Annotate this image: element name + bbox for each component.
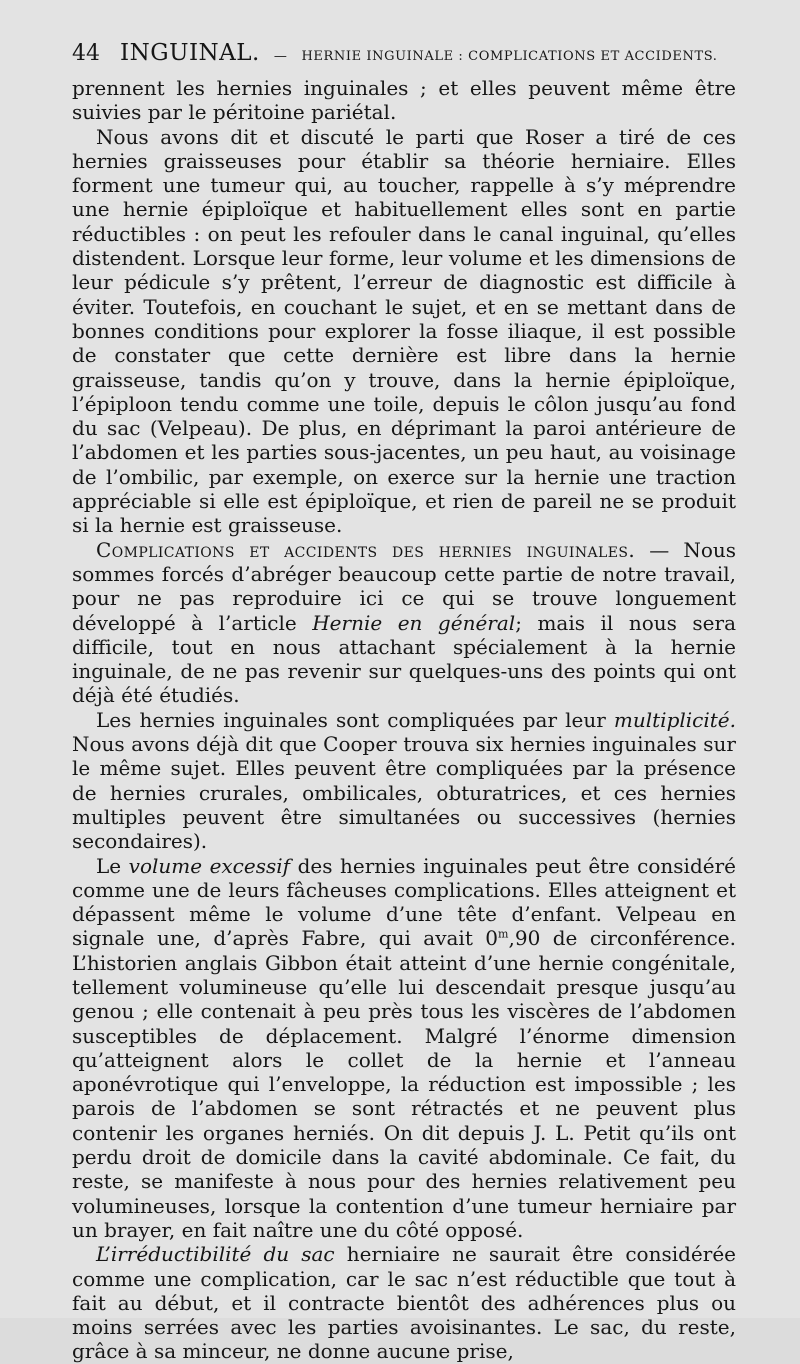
- paragraph-6-italic: L’irréductibilité du sac: [96, 1242, 335, 1267]
- header-dash: —: [273, 49, 288, 64]
- paragraph-5: [72, 854, 736, 1243]
- paragraph-3-text-a: Nous sommes forcés d’abréger beaucoup cette partie de notre travail, pour ne pas reproduire ici ce qui se trouve longuement développé à l’article: [72, 537, 736, 635]
- paragraph-6-text-b: herniaire ne saurait être considérée comme une complication, car le sac n’est réductible que tout à fait au début, et il contracte bientôt des adhérences plus ou moins serrées avec les parties avoisinantes. Le sac, du reste, grâce à sa minceur, ne donne aucune prise,: [72, 1242, 736, 1364]
- paragraph-1: [72, 76, 736, 125]
- paragraph-4-text-b: Nous avons déjà dit que Cooper trouva six hernies inguinales sur le même sujet. Elles peuvent être compliquées par la présence de hernies crurales, ombilicales, obturatrices, et ces hernies multiples peuvent être simultanées ou successives (hernies secondaires).: [72, 732, 736, 854]
- paragraph-2: [72, 125, 736, 538]
- paragraph-5-text-c: ,90 de circonférence. L’historien anglais Gibbon était atteint d’une hernie congénitale, tellement volumineuse qu’elle lui descendait presque jusqu’au genou ; elle contenait à peu près tous les viscères de l’abdomen susceptibles de déplacement. Malgré l’énorme dimension qu’atteignent alors le collet de la hernie et l’anneau aponévrotique qui l’enveloppe, la réduction est impossible ; les parois de l’abdomen se sont rétractés et ne peuvent plus contenir les organes herniés. On dit depuis J. L. Petit qu’ils ont perdu droit de domicile dans la cavité abdominale. Ce fait, du reste, se manifeste à nous pour des hernies relativement peu volumineuses, lorsque la contention d’une tumeur herniaire par un brayer, en fait naître une du côté opposé.: [72, 926, 737, 1242]
- running-header: [72, 40, 736, 74]
- paragraph-1-text: prennent les hernies inguinales ; et elles peuvent même être suivies par le péritoine pariétal.: [72, 76, 736, 125]
- paragraph-5-superscript: m: [498, 927, 509, 941]
- paragraph-3: [72, 538, 736, 708]
- paragraph-5-italic: volume excessif: [128, 853, 291, 878]
- section-heading-complications: Complications et accidents des hernies inguinales.: [96, 537, 636, 562]
- paragraph-5-text-a: Le: [96, 853, 129, 878]
- paragraph-6: [72, 1242, 736, 1363]
- paragraph-5-text-b: des hernies inguinales peut être considéré comme une de leurs fâcheuses complications. Elles atteignent et dépassent même le volume d’une tête d’enfant. Velpeau en signale une, d’après Fabre, qui avait 0: [72, 853, 736, 951]
- paragraph-4-italic: multiplicité.: [613, 707, 736, 732]
- paragraph-3-dash: —: [635, 537, 684, 562]
- paragraph-3-italic: Hernie en général: [312, 610, 516, 635]
- section-title: INGUINAL.: [120, 40, 260, 66]
- page-number: 44: [72, 41, 100, 66]
- paragraph-3-text-b: ; mais il nous sera difficile, tout en nous attachant spécialement à la hernie inguinale, de ne pas revenir sur quelques-uns des points qui ont déjà été étudiés.: [72, 610, 736, 708]
- paragraph-4: [72, 708, 736, 854]
- running-head-text: HERNIE INGUINALE : COMPLICATIONS ET ACCIDENTS.: [301, 49, 718, 64]
- paragraph-4-text-a: Les hernies inguinales sont compliquées par leur: [96, 707, 614, 732]
- paragraph-2-text: Nous avons dit et discuté le parti que Roser a tiré de ces hernies graisseuses pour établir sa théorie herniaire. Elles forment une tumeur qui, au toucher, rappelle à s’y méprendre une hernie épiploïque et habituellement elles sont en partie réductibles : on peut les refouler dans le canal inguinal, qu’elles distendent. Lorsque leur forme, leur volume et les dimensions de leur pédicule s’y prêtent, l’erreur de diagnostic est difficile à éviter. Toutefois, en couchant le sujet, et en se mettant dans de bonnes conditions pour explorer la fosse iliaque, il est possible de constater que cette dernière est libre dans la hernie graisseuse, tandis qu’on y trouve, dans la hernie épiploïque, l’épiploon tendu comme une toile, depuis le côlon jusqu’au fond du sac (Velpeau). De plus, en déprimant la paroi antérieure de l’abdomen et les parties sous-jacentes, un peu haut, au voisinage de l’ombilic, par exemple, on exerce sur la hernie une traction appréciable si elle est épiploïque, et rien de pareil ne se produit si la hernie est graisseuse.: [72, 124, 736, 538]
- page-body: [72, 76, 737, 1364]
